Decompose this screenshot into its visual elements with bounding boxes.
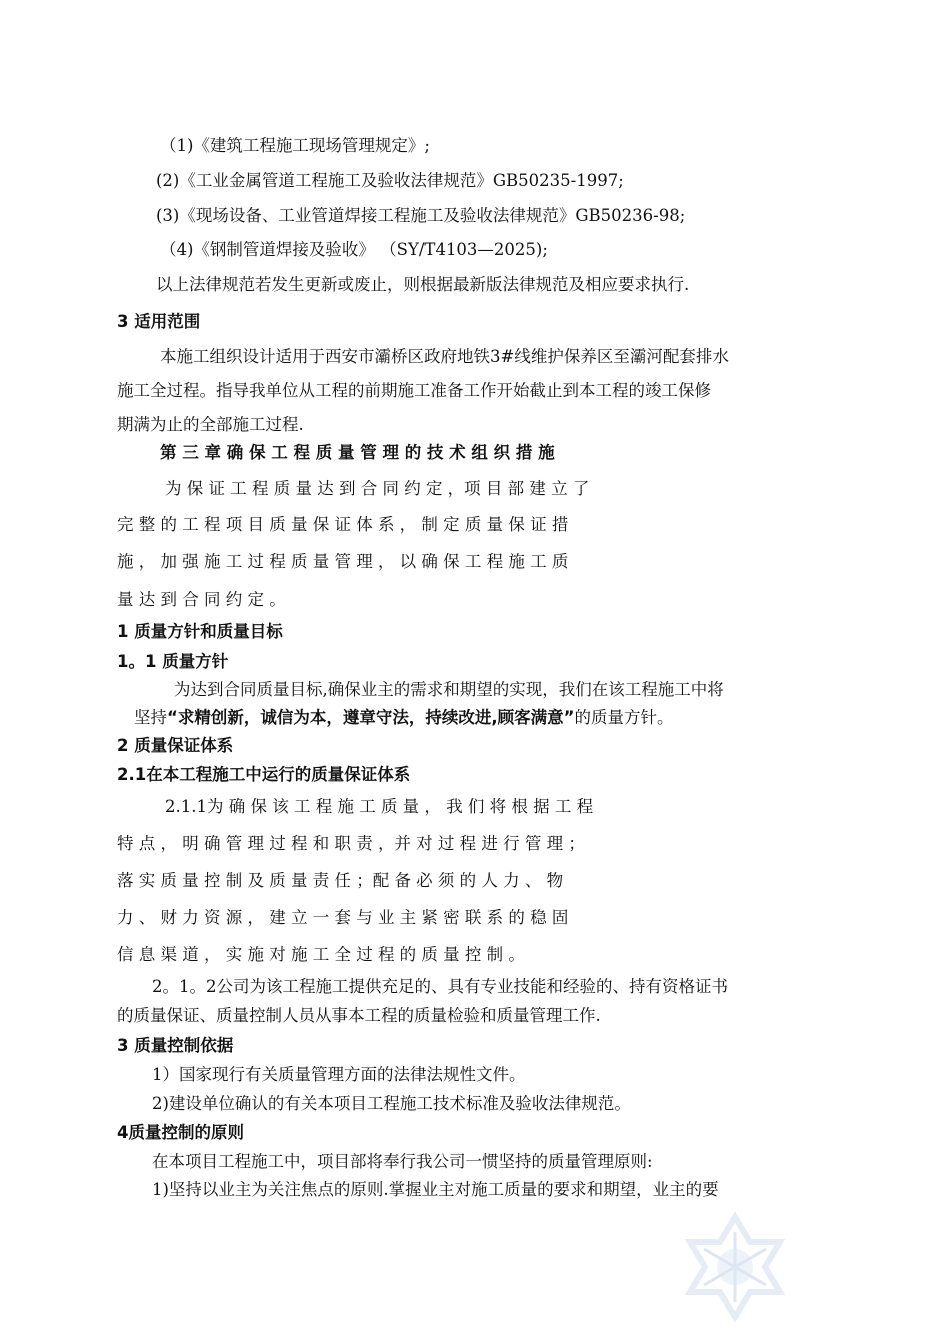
para-2-1-2-line: 的质量保证、质量控制人员从事本工程的质量检验和质量管理工作. [117,1006,601,1025]
para-3-line: 2)建设单位确认的有关本项目工程施工技术标准及验收法律规范。 [152,1094,631,1113]
heading-3: 3 质量控制依据 [117,1036,234,1055]
ref-item-1: （1)《建筑工程施工现场管理规定》; [160,136,430,155]
chapter-intro-line: 为 保 证 工 程 质 量 达 到 合 同 约 定 ，项 目 部 建 立 了 [165,479,590,498]
heading-2-1: 2.1在本工程施工中运行的质量保证体系 [117,765,411,784]
chapter-intro-line: 施 ， 加 强 施 工 过 程 质 量 管 理 ， 以 确 保 工 程 施 工 质 [117,552,569,571]
para-4-line: 1)坚持以业主为关注焦点的原则.掌握业主对施工质量的要求和期望，业主的要 [152,1180,719,1199]
para-text: 坚持 [134,708,167,727]
ref-item-3: (3)《现场设备、工业管道焊接工程施工及验收法律规范》GB50236-98; [156,206,686,225]
ref-item-2: (2)《工业金属管道工程施工及验收法律规范》GB50235-1997; [156,171,624,190]
heading-4: 4质量控制的原则 [117,1123,244,1142]
para-3-line: 1）国家现行有关质量管理方面的法律法规性文件。 [152,1065,526,1084]
chapter-title: 第 三 章 确 保 工 程 质 量 管 理 的 技 术 组 织 措 施 [160,443,555,462]
section-3-para-line: 施工全过程。指导我单位从工程的前期施工准备工作开始截止到本工程的竣工保修 [117,381,711,400]
section-3-para-line: 本施工组织设计适用于西安市灞桥区政府地铁3#线维护保养区至灞河配套排水 [160,347,729,366]
heading-1: 1 质量方针和质量目标 [117,622,283,641]
para-1-1-line-2 [134,706,673,730]
para-4-line: 在本项目工程施工中，项目部将奉行我公司一惯坚持的质量管理原则: [152,1152,653,1171]
para-2-1-1-line: 力 、 财 力 资 源 ， 建 立 一 套 与 业 主 紧 密 联 系 的 稳 固 [117,908,569,927]
section-3-para-line: 期满为止的全部施工过程. [117,415,304,434]
para-2-1-1-line: 落 实 质 量 控 制 及 质 量 责 任 ；配 备 必 须 的 人 力 、 物 [117,871,564,890]
para-2-1-1-line: 信 息 渠 道 ， 实 施 对 施 工 全 过 程 的 质 量 控 制 。 [117,945,525,964]
watermark-logo-icon [680,1212,790,1322]
refs-note: 以上法律规范若发生更新或废止，则根据最新版法律规范及相应要求执行. [156,275,690,294]
chapter-intro-line: 完 整 的 工 程 项 目 质 量 保 证 体 系 ， 制 定 质 量 保 证 措 [117,515,569,534]
para-1-1-line: 为达到合同质量目标,确保业主的需求和期望的实现，我们在该工程施工中将 [174,680,724,699]
para-2-1-1-line: 2.1.1为 确 保 该 工 程 施 工 质 量 ， 我 们 将 根 据 工 程 [165,797,594,816]
quality-policy-slogan: “求精创新，诚信为本，遵章守法，持续改进,顾客满意” [167,708,575,727]
heading-1-1: 1。1 质量方针 [117,652,229,671]
para-2-1-1-line: 特 点 ， 明 确 管 理 过 程 和 职 责 ，并 对 过 程 进 行 管 理 ； [117,834,585,853]
para-2-1-2-line: 2。1。2公司为该工程施工提供充足的、具有专业技能和经验的、持有资格证书 [152,977,728,996]
para-text: 的质量方针。 [574,708,674,727]
ref-item-4: （4)《钢制管道焊接及验收》 （SY/T4103—2025); [160,240,548,259]
heading-2: 2 质量保证体系 [117,736,234,755]
chapter-intro-line: 量 达 到 合 同 约 定 。 [117,590,286,609]
section-3-heading: 3 适用范围 [117,312,201,331]
